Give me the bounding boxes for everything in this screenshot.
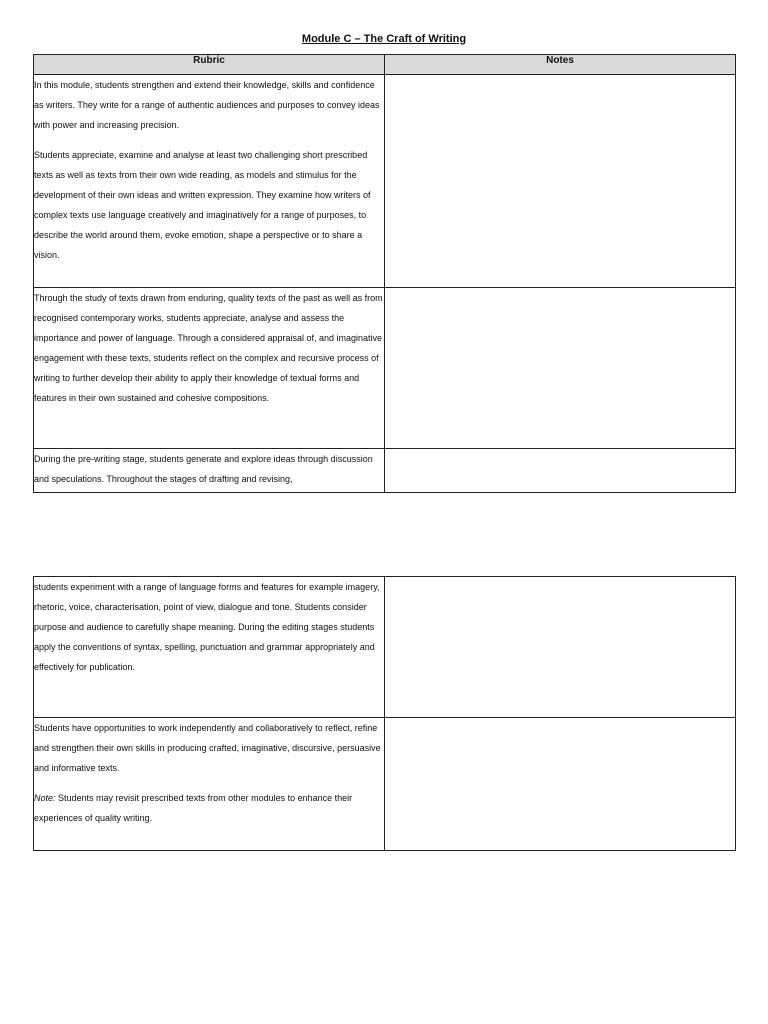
table-row: [34, 577, 736, 718]
rubric-paragraph: students experiment with a range of language forms and features for example imagery, rhetoric, voice, characterisation, point of view, dialogue and tone. Students consider purpose and audience to carefully shape meaning. During the editing stages students apply the conventions of syntax, spelling, punctuation and grammar appropriately and effectively for publication.: [34, 582, 380, 672]
note-text: Students may revisit prescribed texts from other modules to enhance their experiences of quality writing.: [34, 793, 353, 823]
rubric-column-header: Rubric: [34, 55, 385, 75]
rubric-table: [33, 54, 736, 493]
notes-cell[interactable]: [385, 75, 736, 288]
rubric-paragraph: In this module, students strengthen and extend their knowledge, skills and confidence as writers. They write for a range of authentic audiences and purposes to convey ideas with power and increasing precision.: [34, 80, 380, 130]
notes-cell[interactable]: [385, 288, 736, 449]
table-row: [34, 288, 736, 449]
note-paragraph: [34, 788, 384, 828]
notes-cell[interactable]: [385, 449, 736, 493]
note-label: Note:: [34, 793, 56, 803]
table-row: [34, 718, 736, 851]
rubric-cell: [34, 577, 385, 718]
notes-cell[interactable]: [385, 718, 736, 851]
table-header-row: [34, 55, 736, 75]
table-row: [34, 449, 736, 493]
page-title: Module C – The Craft of Writing: [301, 33, 467, 45]
rubric-cell: [34, 288, 385, 449]
rubric-table-continued: [33, 576, 736, 851]
notes-cell[interactable]: [385, 577, 736, 718]
rubric-paragraph: Students appreciate, examine and analyse at least two challenging short prescribed texts as well as texts from their own wide reading, as models and stimulus for the development of their own ideas and written expression. They examine how writers of complex texts use language creatively and imaginatively for a range of purposes, to describe the world around them, evoke emotion, shape a perspective or to share a vision.: [34, 150, 371, 260]
rubric-paragraph: Students have opportunities to work independently and collaboratively to reflect, refine and strengthen their own skills in producing crafted, imaginative, discursive, persuasive and informative texts.: [34, 723, 381, 773]
table-row: [34, 75, 736, 288]
rubric-cell: [34, 75, 385, 288]
rubric-paragraph: During the pre-writing stage, students generate and explore ideas through discussion and speculations. Throughout the stages of drafting and revising,: [34, 454, 373, 484]
rubric-cell: [34, 718, 385, 851]
rubric-paragraph: Through the study of texts drawn from enduring, quality texts of the past as well as from recognised contemporary works, students appreciate, analyse and assess the importance and power of language. Through a considered appraisal of, and imaginative engagement with these texts, students reflect on the complex and recursive process of writing to further develop their ability to apply their knowledge of textual forms and features in their own sustained and cohesive compositions.: [34, 293, 383, 403]
notes-column-header: Notes: [385, 55, 736, 75]
rubric-cell: [34, 449, 385, 493]
